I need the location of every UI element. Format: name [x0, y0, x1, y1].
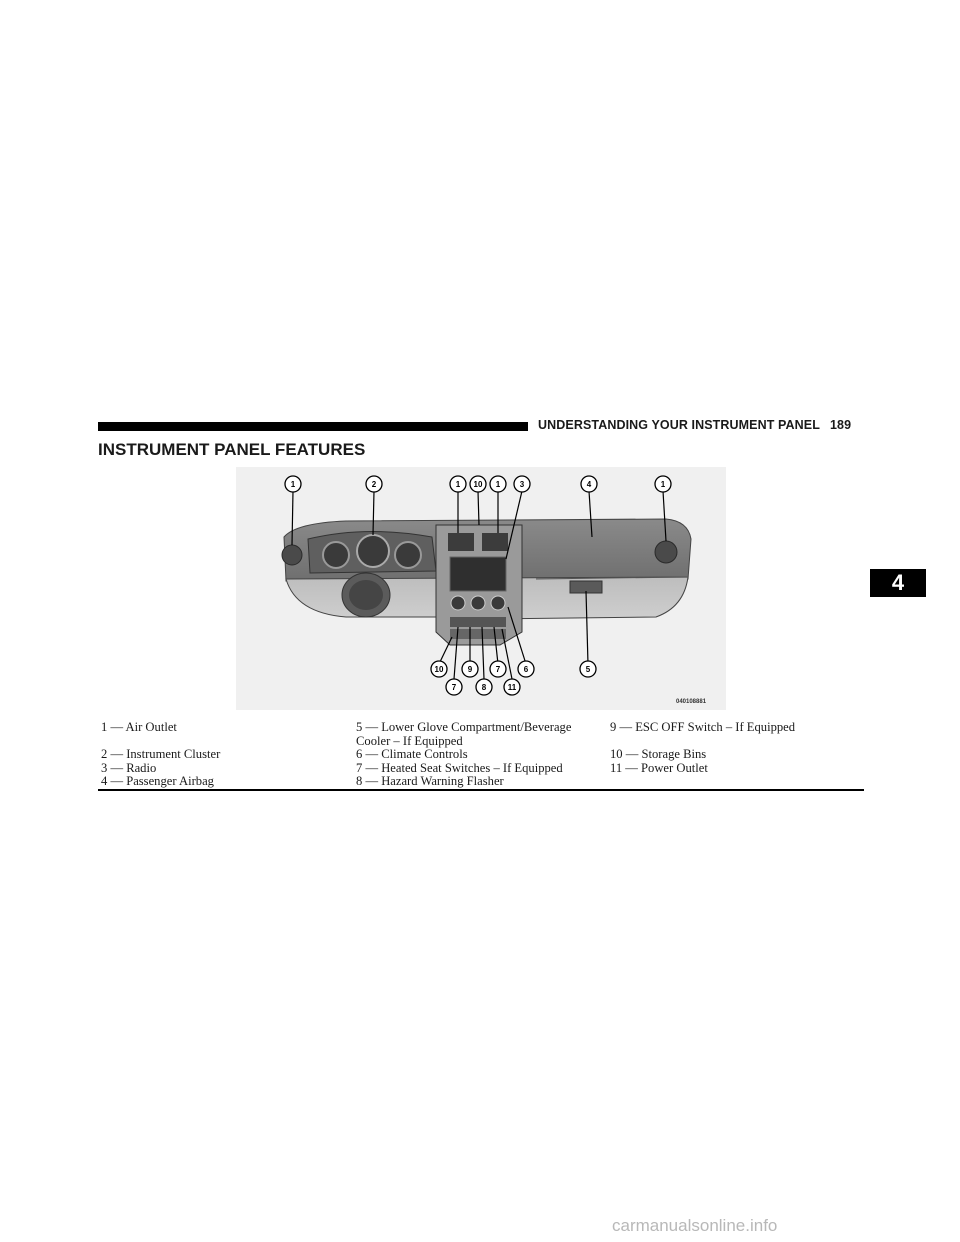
running-title: UNDERSTANDING YOUR INSTRUMENT PANEL [538, 418, 820, 432]
legend-item: 7 — Heated Seat Switches – If Equipped [356, 760, 563, 775]
svg-text:5: 5 [585, 665, 591, 674]
svg-text:2: 2 [371, 480, 377, 489]
svg-text:9: 9 [467, 665, 473, 674]
climate-knob-1 [451, 596, 465, 610]
legend-item: 9 — ESC OFF Switch – If Equipped [610, 720, 796, 734]
legend-item: 8 — Hazard Warning Flasher [356, 774, 504, 788]
legend-item: 1 — Air Outlet [101, 720, 177, 734]
legend-item: 5 — Lower Glove Compartment/Beverage Cooler – If Equipped [356, 720, 572, 748]
figure-id: 040108881 [676, 699, 707, 705]
center-vent-left [448, 533, 474, 551]
svg-text:10: 10 [473, 480, 483, 489]
running-header [538, 418, 851, 432]
legend-item: 10 — Storage Bins [610, 747, 707, 761]
legend-item: 6 — Climate Controls [356, 747, 468, 761]
section-title: INSTRUMENT PANEL FEATURES [98, 440, 366, 459]
svg-text:1: 1 [290, 480, 296, 489]
legend-item: 2 — Instrument Cluster [101, 747, 221, 761]
left-air-outlet [282, 545, 302, 565]
instrument-panel-illustration [236, 467, 726, 710]
svg-text:7: 7 [451, 683, 457, 692]
svg-text:11: 11 [507, 683, 517, 692]
svg-text:1: 1 [455, 480, 461, 489]
svg-text:4: 4 [586, 480, 592, 489]
center-vent-right [482, 533, 508, 551]
legend-column-3 [610, 721, 864, 775]
gauge-left [323, 542, 349, 568]
svg-text:10: 10 [434, 665, 444, 674]
climate-knob-3 [491, 596, 505, 610]
watermark: carmanualsonline.info [612, 1216, 778, 1235]
gauge-center [357, 535, 389, 567]
page-number: 189 [829, 418, 852, 432]
legend-item: 4 — Passenger Airbag [101, 774, 214, 788]
svg-text:8: 8 [481, 683, 487, 692]
svg-text:1: 1 [495, 480, 501, 489]
switch-bank [450, 617, 506, 627]
radio-screen [450, 557, 506, 591]
svg-text:6: 6 [523, 665, 529, 674]
climate-knob-2 [471, 596, 485, 610]
svg-text:7: 7 [495, 665, 501, 674]
svg-text:1: 1 [660, 480, 666, 489]
legend-column-2 [356, 721, 606, 789]
storage-bin [450, 629, 506, 639]
legend-bottom-rule [98, 789, 864, 791]
legend-item: 11 — Power Outlet [610, 760, 708, 775]
chapter-tab: 4 [870, 569, 926, 597]
header-rule-bar [98, 422, 528, 431]
legend-item: 3 — Radio [101, 760, 157, 775]
svg-text:3: 3 [519, 480, 525, 489]
right-air-outlet [655, 541, 677, 563]
gauge-right [395, 542, 421, 568]
legend-column-1 [101, 721, 351, 789]
